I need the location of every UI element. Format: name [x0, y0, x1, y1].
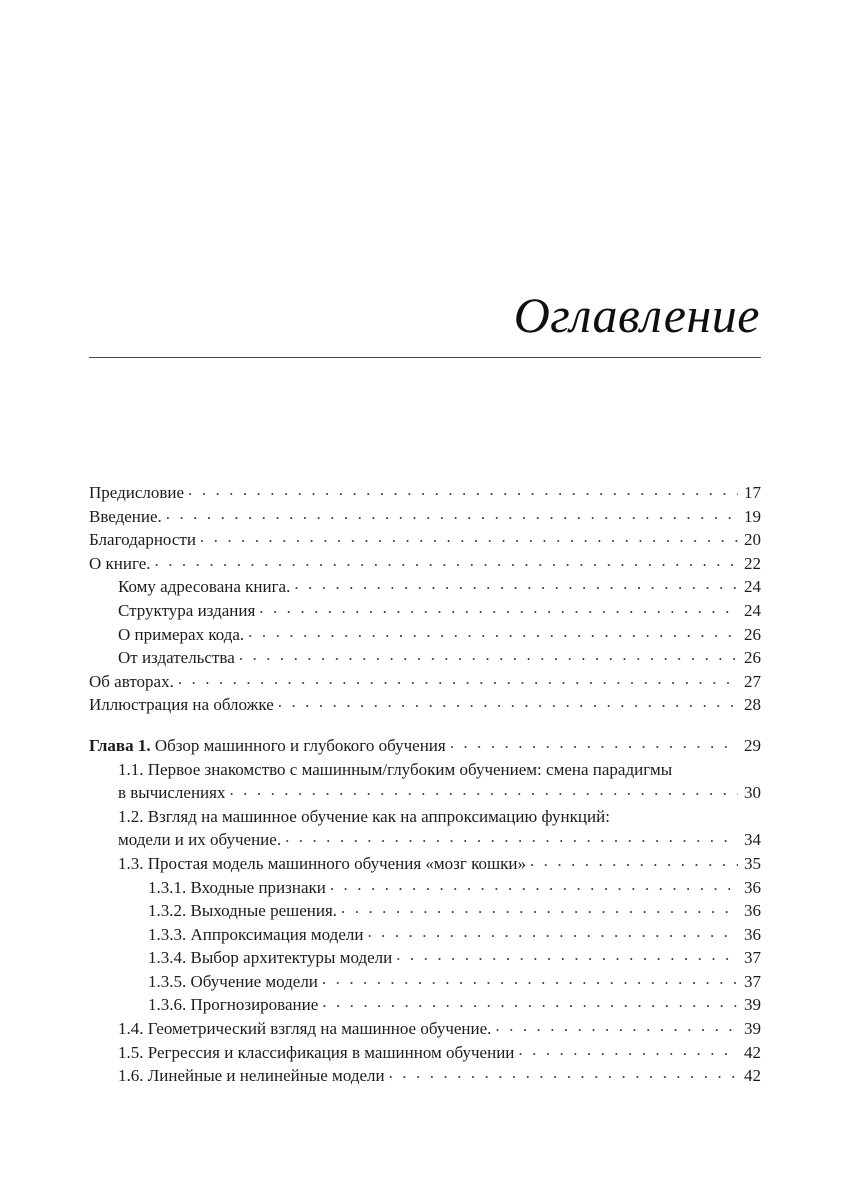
toc-entry-title: [89, 734, 446, 758]
toc-entry-title: 1.3. Простая модель машинного обучения «мозг кошки»: [118, 853, 526, 873]
toc-entry-row: [118, 599, 761, 623]
toc-entry[interactable]: [89, 876, 761, 900]
toc-entry-title: 1.3.5. Обучение модели: [148, 971, 318, 991]
toc-leader-dots: [322, 970, 738, 987]
toc-page-number: 20: [744, 530, 761, 550]
toc-entry[interactable]: [89, 1017, 761, 1041]
toc-entry-row: [89, 481, 761, 505]
toc-entry-row: [89, 552, 761, 576]
toc-entry[interactable]: [89, 1041, 761, 1065]
toc-leader-dots: [389, 1064, 738, 1081]
toc-leader-dots: [322, 993, 738, 1010]
toc-entry-title: О книге.: [89, 553, 151, 573]
toc-entry-row: [148, 970, 761, 994]
toc-page-number: 26: [744, 624, 761, 644]
toc-entry-row: [118, 646, 761, 670]
toc-entry[interactable]: [89, 899, 761, 923]
toc-entry-row: [118, 623, 761, 647]
toc-leader-dots: [285, 828, 738, 845]
toc-entry-row: [118, 828, 761, 852]
toc-leader-dots: [166, 505, 738, 522]
toc-entry-row: [118, 852, 761, 876]
toc-page-number: 24: [744, 577, 761, 597]
toc-leader-dots: [229, 781, 738, 798]
toc-leader-dots: [188, 481, 738, 498]
toc-entry-title: 1.3.1. Входные признаки: [148, 877, 326, 897]
toc-entry[interactable]: [89, 852, 761, 876]
toc-entry[interactable]: [89, 575, 761, 599]
toc-entry[interactable]: [89, 805, 761, 852]
toc-entry-row: [118, 575, 761, 599]
toc-entry[interactable]: [89, 734, 761, 758]
toc-entry-row: [89, 670, 761, 694]
toc-page-number: 42: [744, 1066, 761, 1086]
toc-page-number: 36: [744, 924, 761, 944]
toc-entry[interactable]: [89, 528, 761, 552]
toc-entry-title: 1.3.4. Выбор архитектуры модели: [148, 948, 393, 968]
toc-entry[interactable]: [89, 623, 761, 647]
toc-entry-title: О примерах кода.: [118, 624, 245, 644]
toc-leader-dots: [239, 646, 738, 663]
toc-entry-row: [118, 1041, 761, 1065]
toc-entry[interactable]: [89, 993, 761, 1017]
toc-entry[interactable]: [89, 481, 761, 505]
toc-page-number: 28: [744, 695, 761, 715]
toc-leader-dots: [367, 923, 738, 940]
toc-page-number: 36: [744, 901, 761, 921]
toc-entry[interactable]: [89, 693, 761, 717]
toc-entry-title: 1.3.2. Выходные решения.: [148, 901, 338, 921]
toc-entry[interactable]: [89, 923, 761, 947]
toc-page-number: 42: [744, 1042, 761, 1062]
toc-entry[interactable]: [89, 505, 761, 529]
toc-entry-title: Структура издания: [118, 600, 256, 620]
toc-entry-title: Кому адресована книга.: [118, 577, 291, 597]
toc-entry-title: 1.4. Геометрический взгляд на машинное обучение.: [118, 1019, 492, 1039]
toc-entry-row: [89, 734, 761, 758]
title-divider-rule: [89, 357, 761, 358]
page-title: Оглавление: [513, 287, 760, 343]
toc-entry-title: Благодарности: [89, 530, 196, 550]
toc-entry[interactable]: [89, 758, 761, 805]
toc-entry-row: [89, 505, 761, 529]
toc-page-number: 27: [744, 671, 761, 691]
toc-entry-row: [148, 946, 761, 970]
toc-leader-dots: [495, 1017, 738, 1034]
toc-entry-row: [118, 1064, 761, 1088]
toc-entry-row: [89, 528, 761, 552]
toc-page-number: 24: [744, 600, 761, 620]
toc-entry-title: 1.3.6. Прогнозирование: [148, 995, 319, 1015]
toc-entry-chapter-label: Глава 1.: [89, 735, 151, 755]
toc-page-number: 36: [744, 877, 761, 897]
toc-entry-row: [89, 693, 761, 717]
toc-entry[interactable]: [89, 599, 761, 623]
toc-page-number: 39: [744, 995, 761, 1015]
toc-entry-title: Иллюстрация на обложке: [89, 695, 274, 715]
toc-entry-row: [148, 923, 761, 947]
toc-entry[interactable]: [89, 646, 761, 670]
toc-entry[interactable]: [89, 970, 761, 994]
toc-entry-title: Введение.: [89, 506, 162, 526]
toc-leader-dots: [341, 899, 738, 916]
toc-entry-title: модели и их обучение.: [118, 830, 282, 850]
toc-entry-title: 1.3.3. Аппроксимация модели: [148, 924, 364, 944]
toc-entry-title: Об авторах.: [89, 671, 174, 691]
toc-page-number: 17: [744, 483, 761, 502]
toc-leader-dots: [278, 693, 738, 710]
toc-entry-row: [148, 899, 761, 923]
toc-page-number: 26: [744, 648, 761, 668]
toc-page-number: 39: [744, 1019, 761, 1039]
toc-entry-title: 1.5. Регрессия и классификация в машинном обучении: [118, 1042, 515, 1062]
toc-entry-chapter-title: Обзор машинного и глубокого обучения: [150, 735, 446, 755]
toc-entry-first-line: 1.1. Первое знакомство с машинным/глубоким обучением: смена парадигмы: [118, 759, 673, 779]
toc-entry-row: [118, 781, 761, 805]
toc-leader-dots: [155, 552, 738, 569]
table-of-contents: [89, 481, 761, 1088]
toc-entry-title: 1.6. Линейные и нелинейные модели: [118, 1066, 385, 1086]
toc-entry[interactable]: [89, 946, 761, 970]
toc-entry[interactable]: [89, 1064, 761, 1088]
toc-leader-dots: [178, 670, 738, 687]
toc-leader-dots: [248, 623, 738, 640]
toc-entry-row: [148, 876, 761, 900]
toc-leader-dots: [200, 528, 738, 545]
toc-leader-dots: [530, 852, 738, 869]
toc-entry[interactable]: [89, 670, 761, 694]
toc-leader-dots: [396, 946, 738, 963]
toc-page-number: 35: [744, 853, 761, 873]
toc-leader-dots: [518, 1041, 738, 1058]
toc-page-number: 29: [744, 735, 761, 755]
toc-leader-dots: [330, 876, 738, 893]
toc-page-number: 22: [744, 553, 761, 573]
toc-leader-dots: [259, 599, 738, 616]
toc-entry-title: в вычислениях: [118, 783, 226, 803]
toc-entry[interactable]: [89, 552, 761, 576]
toc-entry-first-line: 1.2. Взгляд на машинное обучение как на аппроксимацию функций:: [118, 806, 610, 826]
toc-page-number: 30: [744, 783, 761, 803]
toc-page-number: 37: [744, 948, 761, 968]
toc-entry-title: От издательства: [118, 648, 235, 668]
toc-page-number: 19: [744, 506, 761, 526]
toc-leader-dots: [450, 734, 738, 751]
toc-entry-row: [148, 993, 761, 1017]
toc-entry-row: [118, 1017, 761, 1041]
toc-page-number: 34: [744, 830, 761, 850]
toc-page-number: 37: [744, 971, 761, 991]
toc-leader-dots: [294, 575, 738, 592]
toc-entry-title: Предисловие: [89, 483, 185, 502]
